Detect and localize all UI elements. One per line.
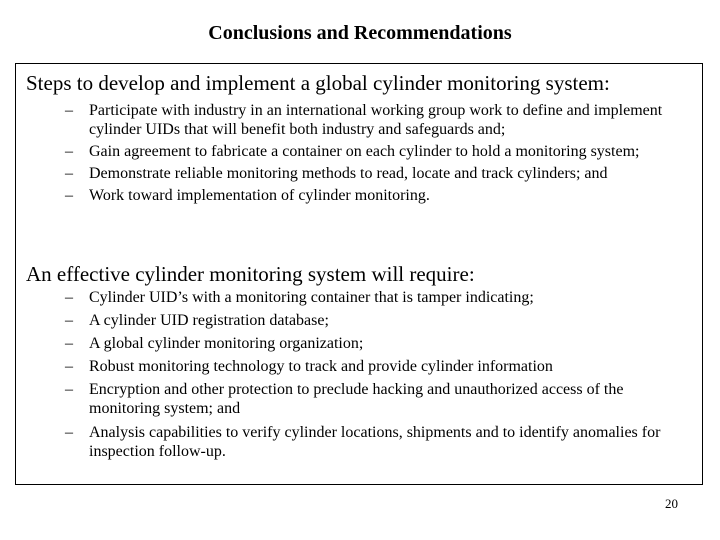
- dash-bullet: –: [65, 358, 73, 375]
- list-item: – Analysis capabilities to verify cylinder locations, shipments and to identify anomalies for inspection follow-up.: [65, 424, 661, 460]
- steps-list: [65, 101, 695, 208]
- list-item: – Cylinder UID’s with a monitoring container that is tamper indicating;: [65, 289, 534, 306]
- list-item: – Participate with industry in an international working group work to define and implement cylinder UIDs that will benefit both industry and safeguards and;: [65, 102, 663, 138]
- dash-bullet: –: [65, 335, 73, 352]
- list-item: – Work toward implementation of cylinder monitoring.: [65, 187, 430, 204]
- list-item: – Encryption and other protection to preclude hacking and unauthorized access of the monitoring system; and: [65, 381, 624, 417]
- list-item: – A cylinder UID registration database;: [65, 312, 329, 329]
- dash-bullet: –: [65, 424, 73, 441]
- section-heading-steps: Steps to develop and implement a global cylinder monitoring system:: [26, 71, 610, 95]
- list-item: – A global cylinder monitoring organization;: [65, 335, 364, 352]
- page-number: 20: [665, 496, 678, 511]
- list-item: – Gain agreement to fabricate a container on each cylinder to hold a monitoring system;: [65, 143, 640, 160]
- dash-bullet: –: [65, 102, 73, 119]
- dash-bullet: –: [65, 312, 73, 329]
- dash-bullet: –: [65, 289, 73, 306]
- dash-bullet: –: [65, 143, 73, 160]
- list-item: – Demonstrate reliable monitoring methods to read, locate and track cylinders; and: [65, 165, 608, 182]
- dash-bullet: –: [65, 165, 73, 182]
- slide-title: Conclusions and Recommendations: [208, 22, 512, 44]
- dash-bullet: –: [65, 381, 73, 398]
- list-item: – Robust monitoring technology to track and provide cylinder information: [65, 358, 553, 375]
- dash-bullet: –: [65, 187, 73, 204]
- requirements-list: [65, 288, 695, 465]
- section-heading-requirements: An effective cylinder monitoring system will require:: [26, 262, 475, 286]
